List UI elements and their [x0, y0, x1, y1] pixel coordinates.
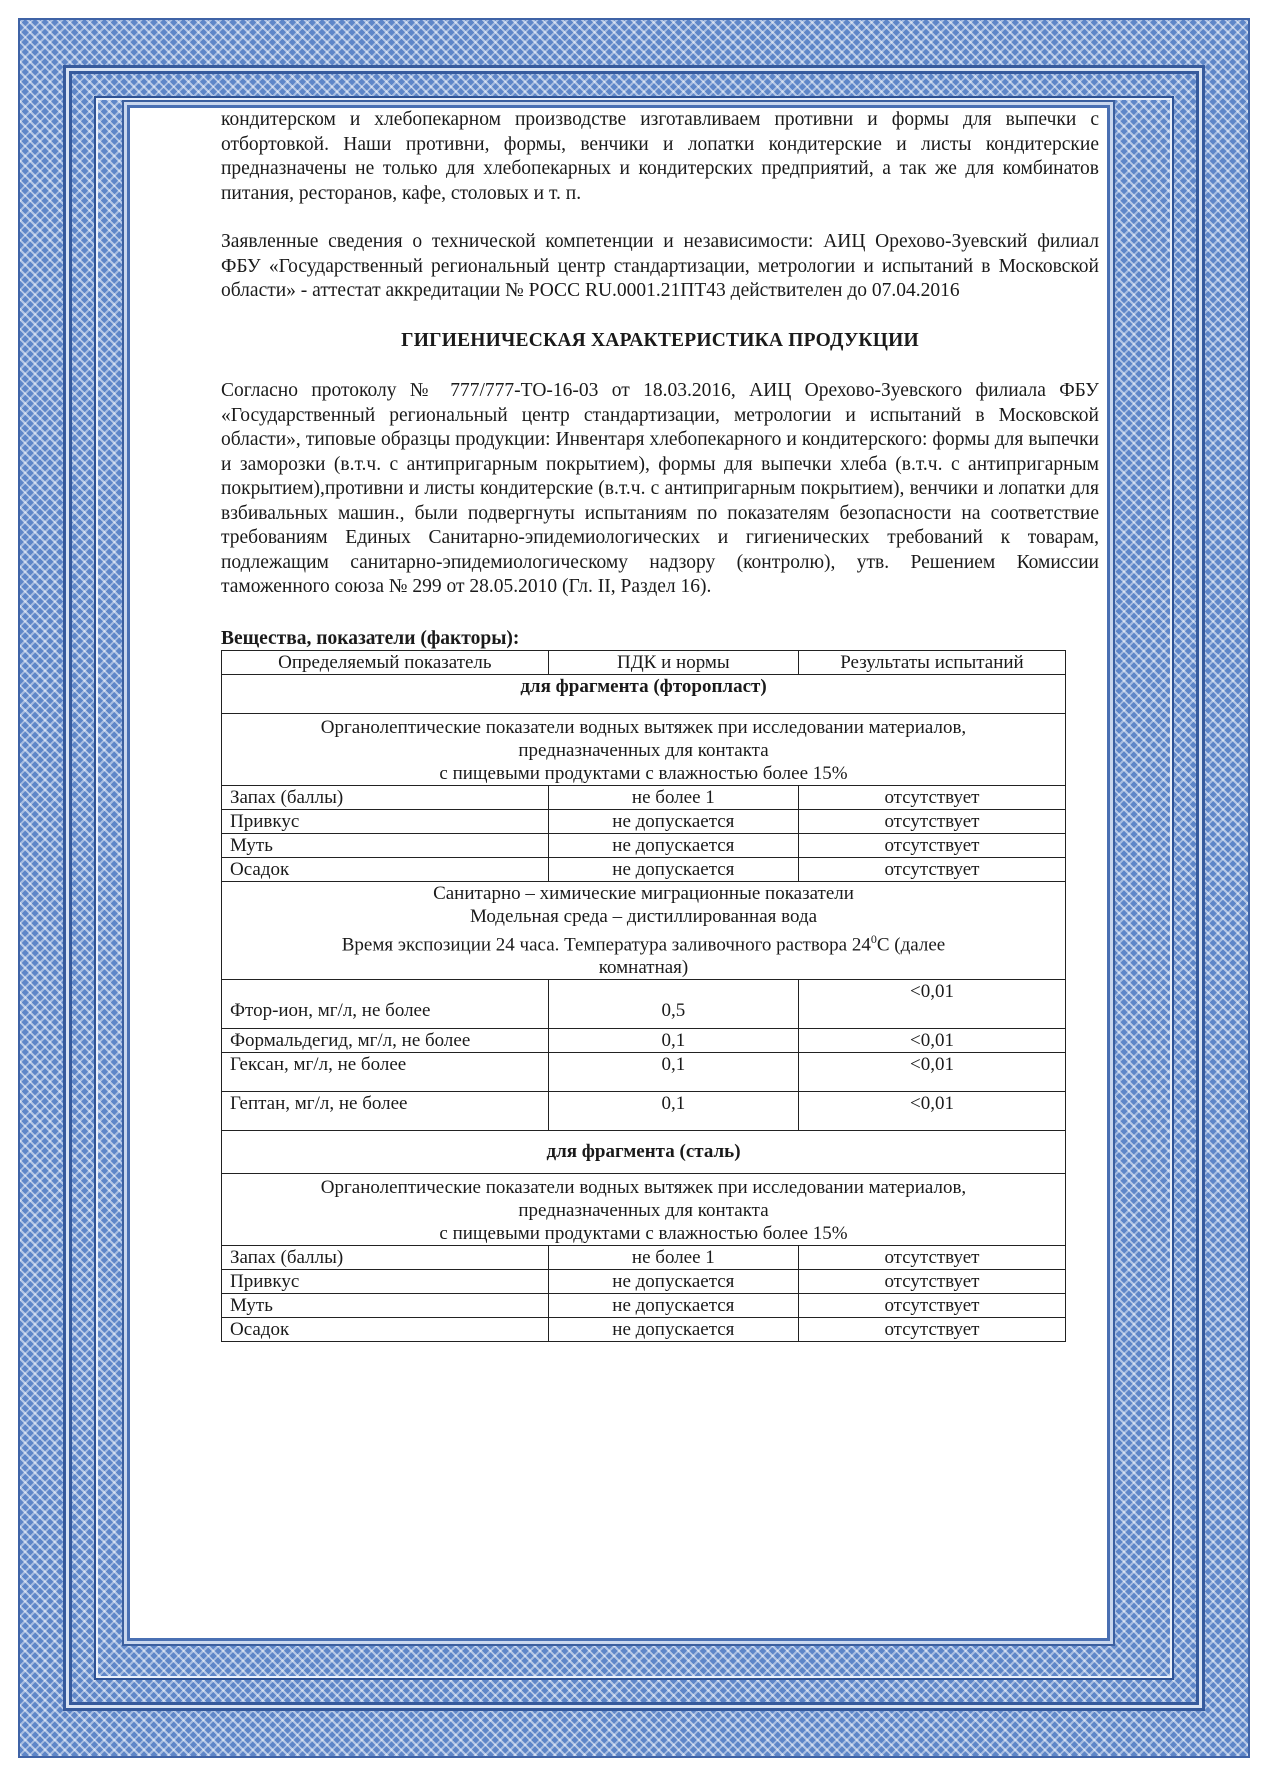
organoleptic-line-2: предназначенных для контакта — [518, 1199, 769, 1221]
indicator-cell: Осадок — [222, 857, 549, 881]
migration-line-3b: С (далее — [876, 933, 946, 955]
organoleptic-line-1: Органолептические показатели водных вытяжек при исследовании материалов, — [320, 716, 967, 738]
migration-heading — [222, 881, 1066, 979]
norm-cell: не допускается — [548, 1317, 798, 1341]
result-cell: отсутствует — [798, 1245, 1065, 1269]
indicator-cell: Гексан, мг/л, не более — [222, 1052, 549, 1091]
result-cell: отсутствует — [798, 809, 1065, 833]
result-cell: отсутствует — [798, 785, 1065, 809]
table-row — [222, 1052, 1066, 1091]
header-indicator: Определяемый показатель — [222, 650, 549, 674]
table-row — [222, 785, 1066, 809]
norm-cell: 0,5 — [548, 979, 798, 1028]
norm-cell: не допускается — [548, 1269, 798, 1293]
fragment-steel-label: для фрагмента (сталь) — [222, 1130, 1066, 1173]
table-row — [222, 809, 1066, 833]
result-cell: <0,01 — [798, 1028, 1065, 1052]
migration-line-3a: Время экспозиции 24 часа. Температура заливочного раствора 24 — [341, 933, 871, 955]
table-row — [222, 1269, 1066, 1293]
result-cell: отсутствует — [798, 1317, 1065, 1341]
indicator-cell: Муть — [222, 1293, 549, 1317]
organoleptic-heading-steel — [222, 1173, 1066, 1245]
table-header-row — [222, 650, 1066, 674]
migration-line-3 — [230, 928, 1057, 956]
norm-cell: не допускается — [548, 809, 798, 833]
indicator-cell: Осадок — [222, 1317, 549, 1341]
substances-title: Вещества, показатели (факторы): — [221, 627, 520, 649]
norm-cell: 0,1 — [548, 1091, 798, 1130]
result-cell: отсутствует — [798, 1293, 1065, 1317]
indicator-cell: Запах (баллы) — [222, 785, 549, 809]
migration-line-2: Модельная среда – дистиллированная вода — [469, 905, 818, 927]
indicator-cell: Фтор-ион, мг/л, не более — [222, 979, 549, 1028]
indicator-cell: Муть — [222, 833, 549, 857]
norm-cell: не более 1 — [548, 785, 798, 809]
indicator-cell: Запах (баллы) — [222, 1245, 549, 1269]
degree-superscript: 0 — [870, 931, 877, 946]
result-cell: отсутствует — [798, 833, 1065, 857]
table-row — [222, 1091, 1066, 1130]
organoleptic-line-3: с пищевыми продуктами с влажностью более 15% — [439, 762, 848, 784]
fragment-ptfe-label: для фрагмента (фторопласт) — [222, 674, 1066, 713]
section-title: ГИГИЕНИЧЕСКАЯ ХАРАКТЕРИСТИКА ПРОДУКЦИИ — [401, 329, 919, 351]
table-row — [222, 833, 1066, 857]
organoleptic-line-3: с пищевыми продуктами с влажностью более 15% — [439, 1222, 848, 1244]
organoleptic-heading — [222, 713, 1066, 785]
indicator-cell: Гептан, мг/л, не более — [222, 1091, 549, 1130]
protocol-paragraph: Согласно протоколу № 777/777-ТО-16-03 от 18.03.2016, АИЦ Орехово-Зуевского филиала ФБУ «Государственный региональный центр стандартизации, метрологии и испытаний в Московской области», типовые образцы продукции: Инвентаря хлебопекарного и кондитерского: формы для выпечки и заморозки (в.т.ч. с антипригарным покрытием), формы для выпечки хлеба (в.т.ч. с антипригарным покрытием),противни и листы кондитерские (в.т.ч. с антипригарным покрытием), венчики и лопатки для взбивальных машин., были подвергнуты испытаниям по показателям безопасности на соответствие требованиям Единых Санитарно-эпидемиологических и гигиенических требований к товарам, подлежащим санитарно-эпидемиологическому надзору (контролю), утв. Решением Комиссии таможенного союза № 299 от 28.05.2010 (Гл. II, Раздел 16). — [221, 380, 1099, 597]
result-cell: <0,01 — [798, 979, 1065, 1028]
intro-paragraph: кондитерском и хлебопекарном производстве изготавливаем противни и формы для выпечки с отбортовкой. Наши противни, формы, венчики и лопатки кондитерские и листы кондитерские предназначены не только для хлебопекарных и кондитерских предприятий, а так же для комбинатов питания, ресторанов, кафе, столовых и т. п. — [221, 109, 1099, 204]
table-row — [222, 857, 1066, 881]
result-cell: <0,01 — [798, 1052, 1065, 1091]
table-row — [222, 1317, 1066, 1341]
result-cell: отсутствует — [798, 857, 1065, 881]
migration-line-4: комнатная) — [598, 956, 689, 978]
norm-cell: 0,1 — [548, 1028, 798, 1052]
competence-paragraph: Заявленные сведения о технической компетенции и независимости: АИЦ Орехово-Зуевский филиал ФБУ «Государственный региональный центр стандартизации, метрологии и испытаний в Московской области» - аттестат аккредитации № РОСС RU.0001.21ПТ43 действителен до 07.04.2016 — [221, 231, 1099, 301]
norm-cell: не допускается — [548, 857, 798, 881]
fragment-row-steel — [222, 1130, 1066, 1173]
norm-cell: не допускается — [548, 833, 798, 857]
indicator-cell: Привкус — [222, 809, 549, 833]
organoleptic-line-1: Органолептические показатели водных вытяжек при исследовании материалов, — [320, 1176, 967, 1198]
header-norms: ПДК и нормы — [548, 650, 798, 674]
organoleptic-line-2: предназначенных для контакта — [518, 739, 769, 761]
test-results-table — [221, 650, 1066, 1342]
result-cell: отсутствует — [798, 1269, 1065, 1293]
norm-cell: 0,1 — [548, 1052, 798, 1091]
header-results: Результаты испытаний — [798, 650, 1065, 674]
fragment-row-ptfe — [222, 674, 1066, 713]
migration-line-1: Санитарно – химические миграционные показатели — [433, 882, 854, 904]
norm-cell: не допускается — [548, 1293, 798, 1317]
migration-row — [222, 881, 1066, 979]
organoleptic-row — [222, 713, 1066, 785]
indicator-cell: Формальдегид, мг/л, не более — [222, 1028, 549, 1052]
table-row — [222, 1293, 1066, 1317]
table-row — [222, 1028, 1066, 1052]
indicator-cell: Привкус — [222, 1269, 549, 1293]
table-row — [222, 979, 1066, 1028]
document-content — [221, 108, 1099, 1342]
norm-cell: не более 1 — [548, 1245, 798, 1269]
table-row — [222, 1245, 1066, 1269]
result-cell: <0,01 — [798, 1091, 1065, 1130]
organoleptic-row-steel — [222, 1173, 1066, 1245]
